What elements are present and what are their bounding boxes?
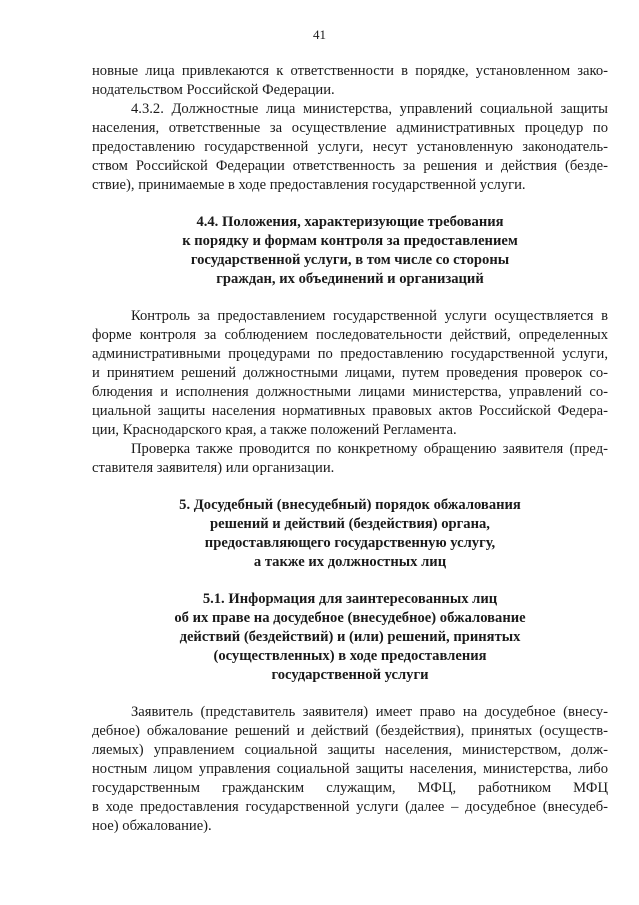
text-line: ствие), принимаемые в ходе предоставления государственной услуги. [92, 177, 526, 193]
text-line: ставителя заявителя) или организации. [92, 460, 335, 476]
text-line: в ходе предоставления государственной услуги (далее – досудебное (внесудеб- [92, 799, 608, 815]
heading-5 [92, 496, 608, 572]
text-line: населения, ответственные за осуществление административных процедур по [92, 120, 608, 136]
text-line: новные лица привлекаются к ответственности в порядке, установленном зако- [92, 63, 608, 79]
text-line: форме контроля за соблюдением последовательности действий, определенных [92, 327, 608, 343]
text-line: ции, Краснодарского края, а также положений Регламента. [92, 422, 457, 438]
heading-line: предоставляющего государственную услугу, [204, 535, 496, 551]
heading-line: государственной услуги [271, 667, 429, 683]
page-number: 41 [313, 27, 326, 42]
heading-line: а также их должностных лиц [253, 554, 447, 570]
heading-line: решений и действий (бездействия) органа, [210, 516, 490, 532]
text-line: предоставлению государственной услуги, несут установленную законодатель- [92, 139, 608, 155]
paragraph-inspection [92, 440, 608, 478]
text-line: административными процедурами по предоставлению государственной услуги, [92, 346, 608, 362]
heading-line: государственной услуги, в том числе со стороны [190, 252, 510, 268]
heading-line: действий (бездействий) и (или) решений, принятых [179, 629, 521, 645]
heading-line: 4.4. Положения, характеризующие требования [196, 214, 504, 230]
heading-line: 5. Досудебный (внесудебный) порядок обжалования [179, 497, 521, 513]
heading-5-1 [92, 590, 608, 685]
text-line: Проверка также проводится по конкретному обращению заявителя (пред- [131, 441, 608, 457]
text-line: Заявитель (представитель заявителя) имеет право на досудебное (внесу- [131, 704, 608, 720]
text-line: дебное) обжалование решений и действий (бездействия), принятых (осуществ- [92, 723, 608, 739]
text-line: блюдения и исполнения должностными лицами министерства, управлений со- [92, 384, 608, 400]
heading-line: граждан, их объединений и организаций [216, 271, 484, 287]
heading-line: об их праве на досудебное (внесудебное) обжалование [174, 610, 526, 626]
text-line: 4.3.2. Должностные лица министерства, управлений социальной защиты [131, 101, 608, 117]
heading-line: (осуществленных) в ходе предоставления [213, 648, 487, 664]
text-line: ное) обжалование). [92, 818, 212, 834]
paragraph-control [92, 307, 608, 440]
text-line: государственным гражданским служащим, МФЦ, работником МФЦ [92, 780, 608, 796]
heading-4-4 [92, 213, 608, 289]
paragraph-continuation [92, 62, 608, 100]
text-line: и принятием решений должностными лицами, путем проведения проверок со- [92, 365, 608, 381]
text-line: ством Российской Федерации ответственность за решения и действия (безде- [92, 158, 608, 174]
text-line: циальной защиты населения нормативных правовых актов Российской Федера- [92, 403, 608, 419]
paragraph-4-3-2 [92, 100, 608, 195]
text-line: Контроль за предоставлением государственной услуги осуществляется в [131, 308, 608, 324]
paragraph-applicant-right [92, 703, 608, 836]
text-line: ностным лицом управления социальной защиты населения, министерства, либо [92, 761, 608, 777]
heading-line: к порядку и формам контроля за предоставлением [182, 233, 518, 249]
text-line: нодательством Российской Федерации. [92, 82, 335, 98]
text-line: ляемых) управлением социальной защиты населения, министерством, долж- [92, 742, 608, 758]
page-content [92, 62, 608, 836]
heading-line: 5.1. Информация для заинтересованных лиц [202, 591, 498, 607]
